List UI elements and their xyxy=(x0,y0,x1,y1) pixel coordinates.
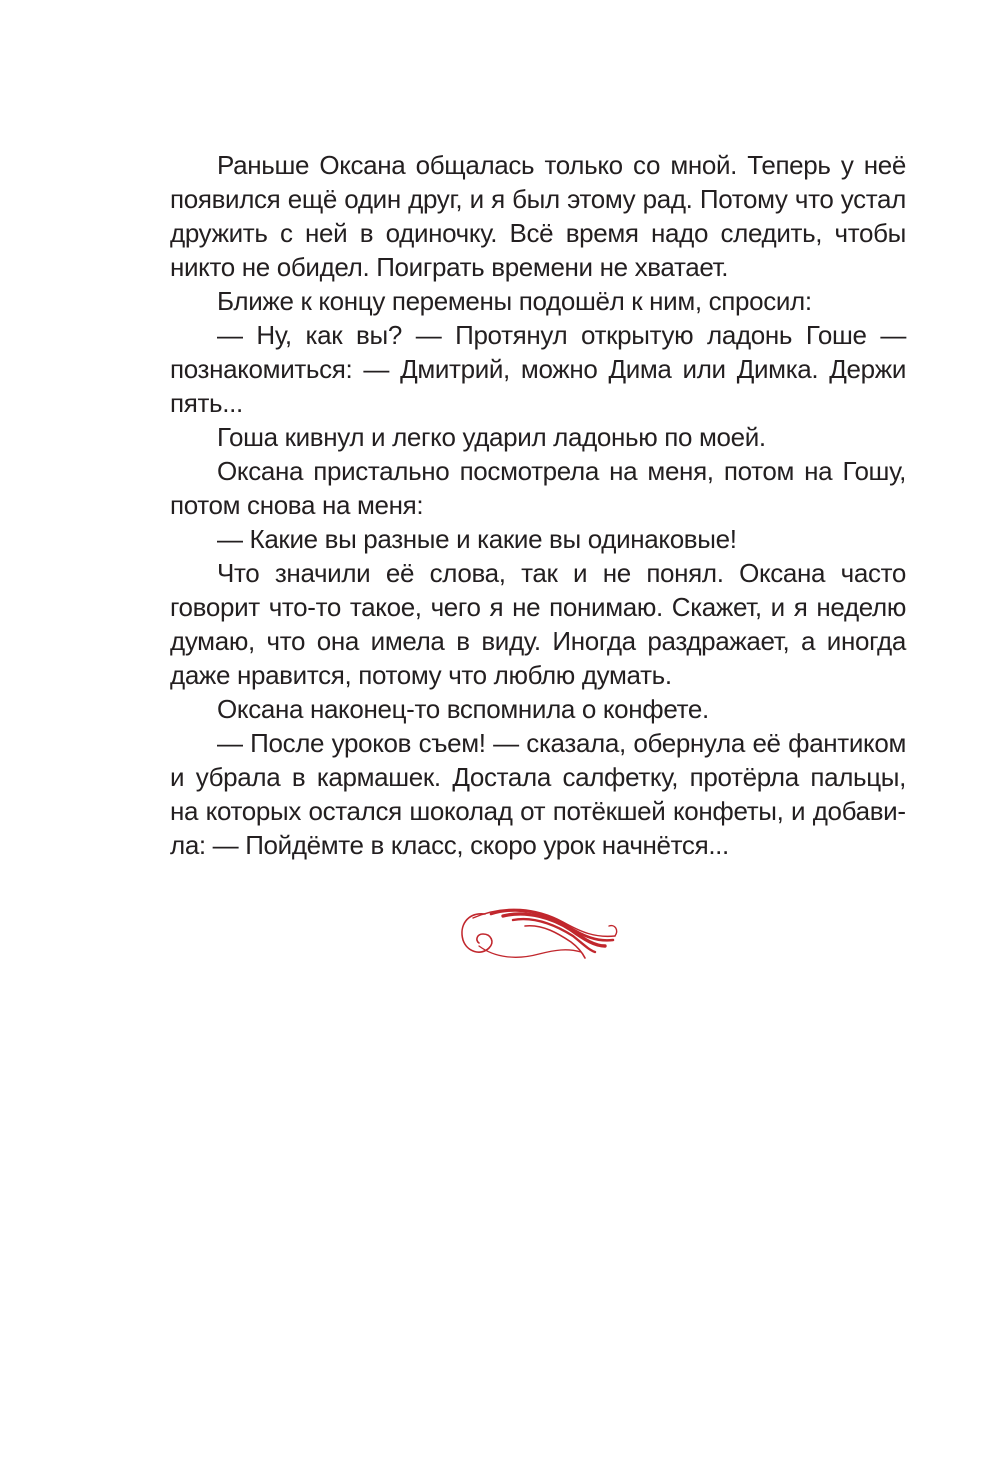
paragraph-9: — После уроков съем! — сказала, обернула её фантиком и убрала в кармашек. Достала салфетку, протёрла пальцы, на которых остался шоколад от потёкшей конфеты, и добавила: — Пойдёмте в класс, скоро урок начнётся... xyxy=(170,728,906,860)
flourish-ornament-icon xyxy=(455,900,620,970)
story-text xyxy=(170,148,906,862)
paragraph-3: — Ну, как вы? — Протянул открытую ладонь Гоше — познакомиться: — Дмитрий, можно Дима или Димка. Держи пять... xyxy=(170,320,906,418)
paragraph-6: — Какие вы разные и какие вы одинаковые! xyxy=(217,524,737,554)
paragraph-7: Что значили её слова, так и не понял. Оксана часто говорит что-то такое, чего я не понимаю. Скажет, и я неделю думаю, что она имела в виду. Иногда раздражает, а иногда даже нравится, потому что люблю думать. xyxy=(170,558,906,690)
paragraph-5: Оксана пристально посмотрела на меня, потом на Гошу, потом снова на меня: xyxy=(170,456,906,520)
paragraph-2: Ближе к концу перемены подошёл к ним, спросил: xyxy=(217,286,812,316)
paragraph-1: Раньше Оксана общалась только со мной. Теперь у неё появился ещё один друг, и я был этому рад. Потому что устал дружить с ней в одиночку. Всё время надо следить, чтобы никто не обидел. Поиграть времени не хватает. xyxy=(170,150,906,282)
paragraph-8: Оксана наконец-то вспомнила о конфете. xyxy=(217,694,709,724)
paragraph-4: Гоша кивнул и легко ударил ладонью по моей. xyxy=(217,422,766,452)
